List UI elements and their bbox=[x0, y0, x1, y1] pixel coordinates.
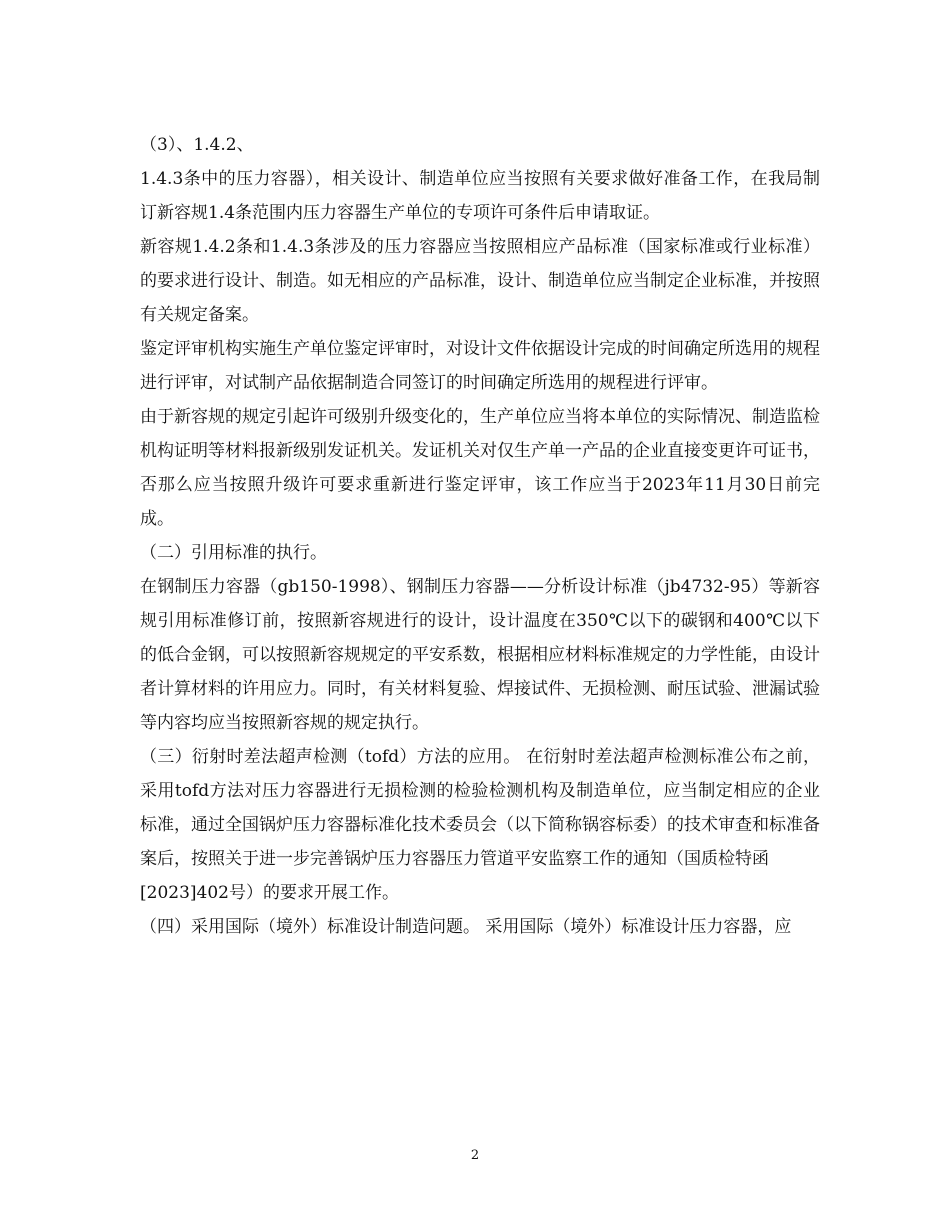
paragraph-4: 鉴定评审机构实施生产单位鉴定评审时，对设计文件依据设计完成的时间确定所选用的规程进行评审，对试制产品依据制造合同签订的时间确定所选用的规程进行评审。 bbox=[140, 339, 820, 393]
paragraph-7: （三）衍射时差法超声检测（tofd）方法的应用。 在衍射时差法超声检测标准公布之前，采用tofd方法对压力容器进行无损检测的检验检测机构及制造单位，应当制定相应的企业标准，通过全国锅炉压力容器标准化技术委员会（以下简称锅容标委）的技术审查和标准备案后，按照关于进一步完善锅炉压力容器压力管道平安监察工作的通知（国质检特函 bbox=[140, 747, 820, 869]
paragraph-8: [2023]402号）的要求开展工作。 bbox=[140, 883, 399, 903]
section-heading-2: （二）引用标准的执行。 bbox=[140, 543, 327, 563]
paragraph-9: （四）采用国际（境外）标准设计制造问题。 采用国际（境外）标准设计压力容器，应 bbox=[140, 917, 792, 937]
document-body bbox=[140, 128, 820, 944]
paragraph-6: 在钢制压力容器（gb150-1998）、钢制压力容器——分析设计标准（jb4732-95）等新容规引用标准修订前，按照新容规进行的设计，设计温度在350℃以下的碳钢和400℃以下的低合金钢，可以按照新容规规定的平安系数，根据相应材料标准规定的力学性能，由设计者计算材料的许用应力。同时，有关材料复验、焊接试件、无损检测、耐压试验、泄漏试验等内容均应当按照新容规的规定执行。 bbox=[140, 577, 820, 733]
paragraph-2: 1.4.3条中的压力容器），相关设计、制造单位应当按照有关要求做好准备工作，在我局制订新容规1.4条范围内压力容器生产单位的专项许可条件后申请取证。 bbox=[140, 169, 820, 223]
page-number: 2 bbox=[470, 1148, 480, 1163]
paragraph-5: 由于新容规的规定引起许可级别升级变化的，生产单位应当将本单位的实际情况、制造监检机构证明等材料报新级别发证机关。发证机关对仅生产单一产品的企业直接变更许可证书，否那么应当按照升级许可要求重新进行鉴定评审，该工作应当于2023年11月30日前完成。 bbox=[140, 407, 820, 529]
paragraph-3: 新容规1.4.2条和1.4.3条涉及的压力容器应当按照相应产品标准（国家标准或行业标准）的要求进行设计、制造。如无相应的产品标准，设计、制造单位应当制定企业标准，并按照有关规定备案。 bbox=[140, 237, 820, 325]
paragraph-1: （3）、1.4.2、 bbox=[140, 135, 254, 155]
